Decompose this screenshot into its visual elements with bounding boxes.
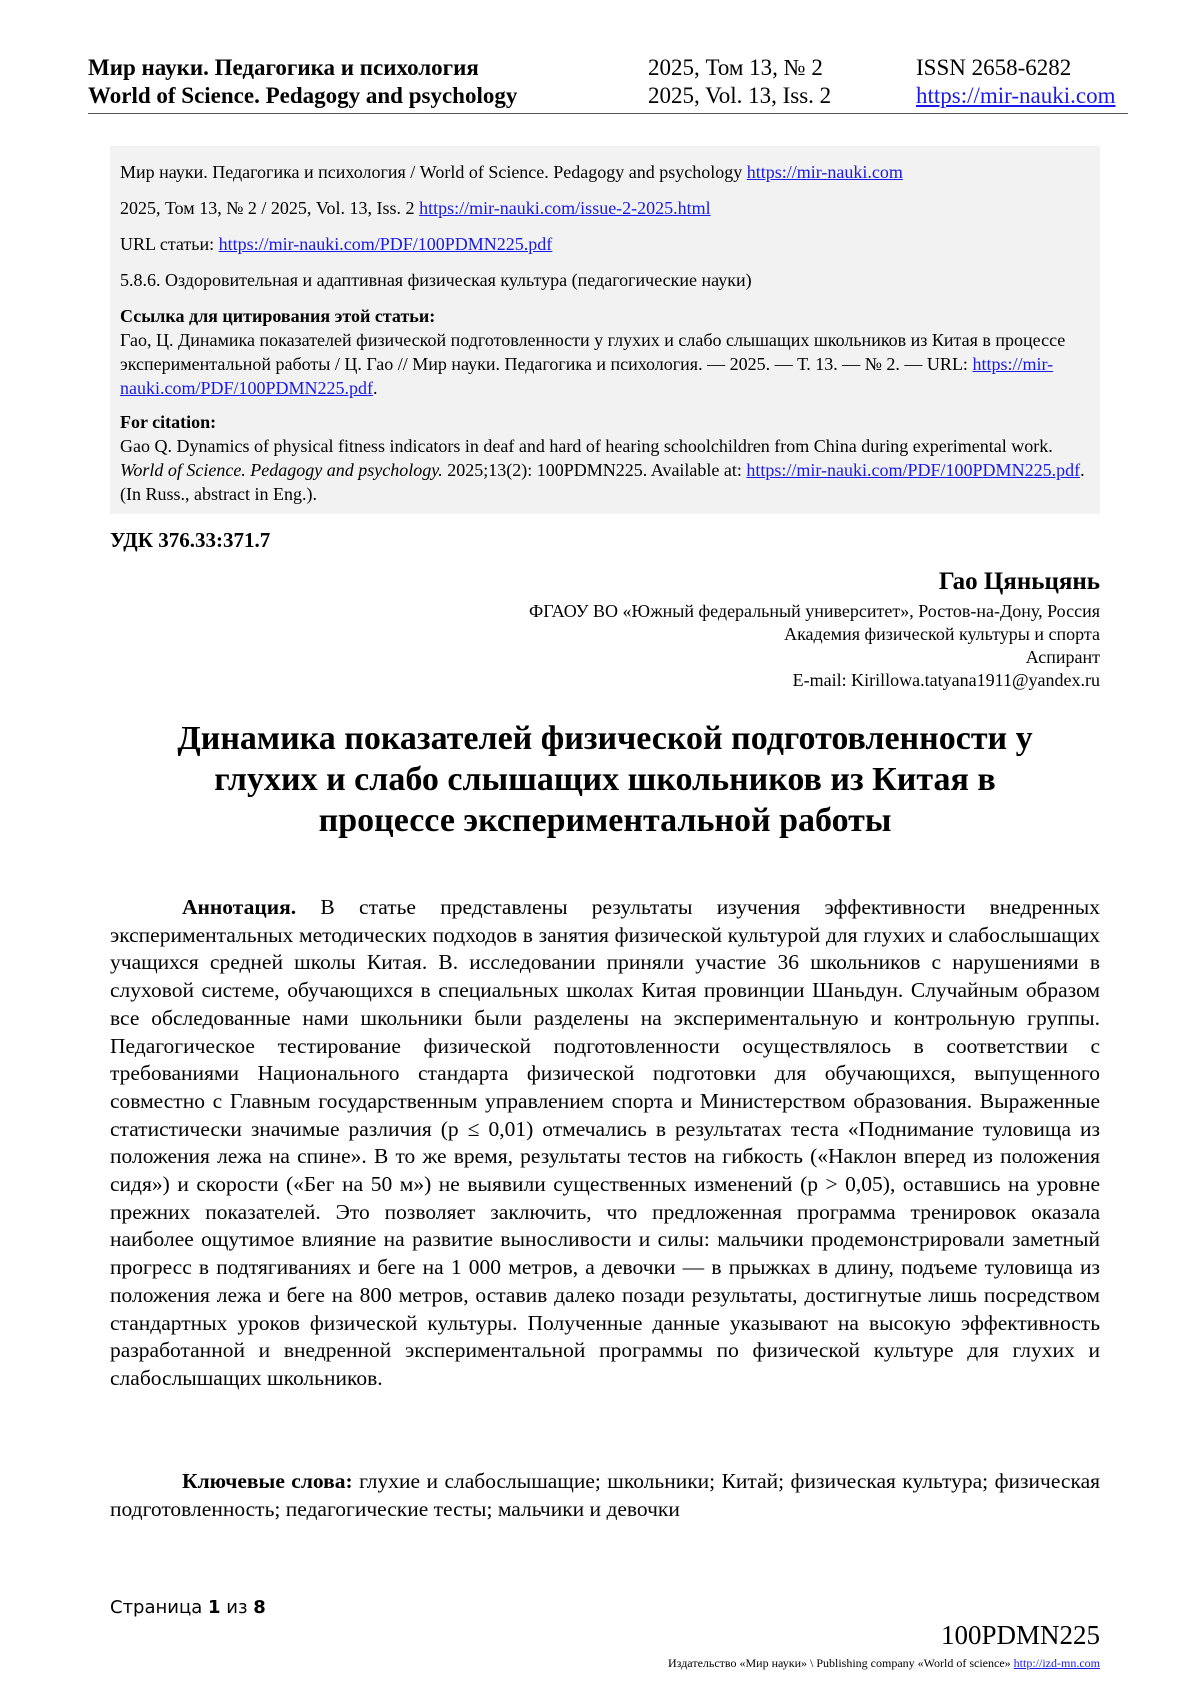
citation-ru-end: .	[373, 378, 378, 398]
author-affiliation: ФГАОУ ВО «Южный федеральный университет», Ростов-на-Дону, Россия	[528, 601, 1100, 621]
author-name: Гао Цяньцянь	[938, 568, 1100, 595]
page-counter	[110, 1597, 266, 1618]
header-journal-title	[88, 54, 517, 110]
keywords-label: Ключевые слова:	[182, 1469, 353, 1493]
citation-en-block	[120, 410, 1090, 506]
info-journal-text: Мир науки. Педагогика и психология / World of Science. Pedagogy and psychology	[120, 162, 743, 182]
author-email: E-mail: Kirillowa.tatyana1911@yandex.ru	[792, 670, 1100, 690]
page-of: из	[226, 1597, 248, 1618]
citation-en-end: . (In Russ., abstract in Eng.).	[120, 460, 1085, 504]
citation-en-heading: For citation:	[120, 412, 217, 432]
abstract-label: Аннотация.	[182, 895, 297, 919]
header-issue-ru: 2025, Том 13, № 2	[648, 55, 823, 80]
info-article-url-line	[120, 232, 1090, 256]
info-journal-link[interactable]: https://mir-nauki.com	[746, 162, 903, 182]
abstract-text: В статье представлены результаты изучения эффективности внедренных экспериментальных методических подходов в занятия физической культурой для глухих и слабослышащих учащихся средней школы Китая. В. исследовании приняли участие 36 школьников с нарушениями в слуховой системе, обучающихся в специальных школах Китая провинции Шаньдун. Случайным образом все обследованные нами школьники были разделены на экспериментальную и контрольную группы. Педагогическое тестирование физической подготовленности осуществлялось в соответствии с требованиями Национального стандарта физической подготовки для обучающихся, выпущенного совместно с Главным государственным управлением спорта и Министерством образования. Выраженные статистически значимые различия (p ≤ 0,01) отмечались в результатах теста «Поднимание туловища из положения лежа на спине». В то же время, результаты тестов на гибкость («Наклон вперед из положения сидя») и скорости («Бег на 50 м») не выявили существенных изменений (p > 0,05), оставшись на уровне прежних показателей. Это позволяет заключить, что предложенная программа тренировок оказала наиболее ощутимое влияние на развитие выносливости и силы: мальчики продемонстрировали заметный прогресс в подтягиваниях и беге на 1 000 метров, а девочки — в прыжках в длину, подъеме туловища из положения лежа и беге на 800 метров, оставив далеко позади результаты, достигнутые лишь посредством стандартных уроков физической культуры. Полученные данные указывают на высокую эффективность разработанной и внедренной экспериментальной программы по физической культуре для глухих и слабослышащих школьников.	[110, 895, 1100, 1390]
info-journal-line	[120, 160, 1090, 184]
header-journal-en: World of Science. Pedagogy and psychology	[88, 83, 518, 108]
citation-ru-link[interactable]: https://mir-nauki.com/PDF/100PDMN225.pdf	[120, 354, 1054, 398]
header-issn: ISSN 2658-6282	[916, 55, 1072, 80]
header-journal-ru: Мир науки. Педагогика и психология	[88, 55, 479, 80]
keywords	[110, 1468, 1100, 1523]
citation-en-journal: World of Science. Pedagogy and psychology.	[120, 460, 443, 480]
article-code: 100PDMN225	[940, 1620, 1100, 1650]
udk-code: УДК 376.33:371.7	[110, 528, 271, 552]
author-department: Академия физической культуры и спорта	[784, 624, 1100, 644]
citation-en-link[interactable]: https://mir-nauki.com/PDF/100PDMN225.pdf	[746, 460, 1081, 480]
author-block	[300, 566, 1100, 692]
info-article-link[interactable]: https://mir-nauki.com/PDF/100PDMN225.pdf	[218, 234, 553, 254]
info-issue-text: 2025, Том 13, № 2 / 2025, Vol. 13, Iss. 2	[120, 198, 415, 218]
abstract	[110, 894, 1100, 1393]
info-issue-line	[120, 196, 1090, 220]
publisher-text: Издательство «Мир науки» \ Publishing company «World of science»	[668, 1656, 1011, 1670]
publisher-line	[668, 1656, 1100, 1671]
publisher-link[interactable]: http://izd-mn.com	[1013, 1656, 1100, 1670]
info-issue-link[interactable]: https://mir-nauki.com/issue-2-2025.html	[419, 198, 711, 218]
header-issue	[648, 54, 831, 110]
info-specialty: 5.8.6. Оздоровительная и адаптивная физическая культура (педагогические науки)	[120, 270, 752, 290]
author-position: Аспирант	[1025, 647, 1100, 667]
running-header	[88, 54, 1128, 114]
header-site-link[interactable]: https://mir-nauki.com	[916, 83, 1116, 108]
page-word: Страница	[110, 1597, 203, 1618]
citation-en-text: Gao Q. Dynamics of physical fitness indicators in deaf and hard of hearing schoolchildren from China during experimental work.	[120, 436, 1053, 456]
header-issn-block	[916, 54, 1116, 110]
citation-info-box	[110, 146, 1100, 514]
header-issue-en: 2025, Vol. 13, Iss. 2	[648, 83, 832, 108]
page-total: 8	[253, 1597, 266, 1618]
keywords-text: глухие и слабослышащие; школьники; Китай; физическая культура; физическая подготовленность; педагогические тесты; мальчики и девочки	[110, 1469, 1101, 1521]
citation-ru-heading: Ссылка для цитирования этой статьи:	[120, 306, 436, 326]
info-article-url-label: URL статьи:	[120, 234, 215, 254]
citation-en-details: 2025;13(2): 100PDMN225. Available at:	[447, 460, 742, 480]
page-current: 1	[208, 1597, 221, 1618]
article-title: Динамика показателей физической подготовленности у глухих и слабо слышащих школьников из Китая в процессе экспериментальной работы	[177, 720, 1033, 839]
citation-ru-text: Гао, Ц. Динамика показателей физической подготовленности у глухих и слабо слышащих школьников из Китая в процессе экспериментальной работы / Ц. Гао // Мир науки. Педагогика и психология. — 2025. — Т. 13. — № 2. — URL:	[120, 330, 1066, 374]
citation-ru-block	[120, 304, 1090, 400]
